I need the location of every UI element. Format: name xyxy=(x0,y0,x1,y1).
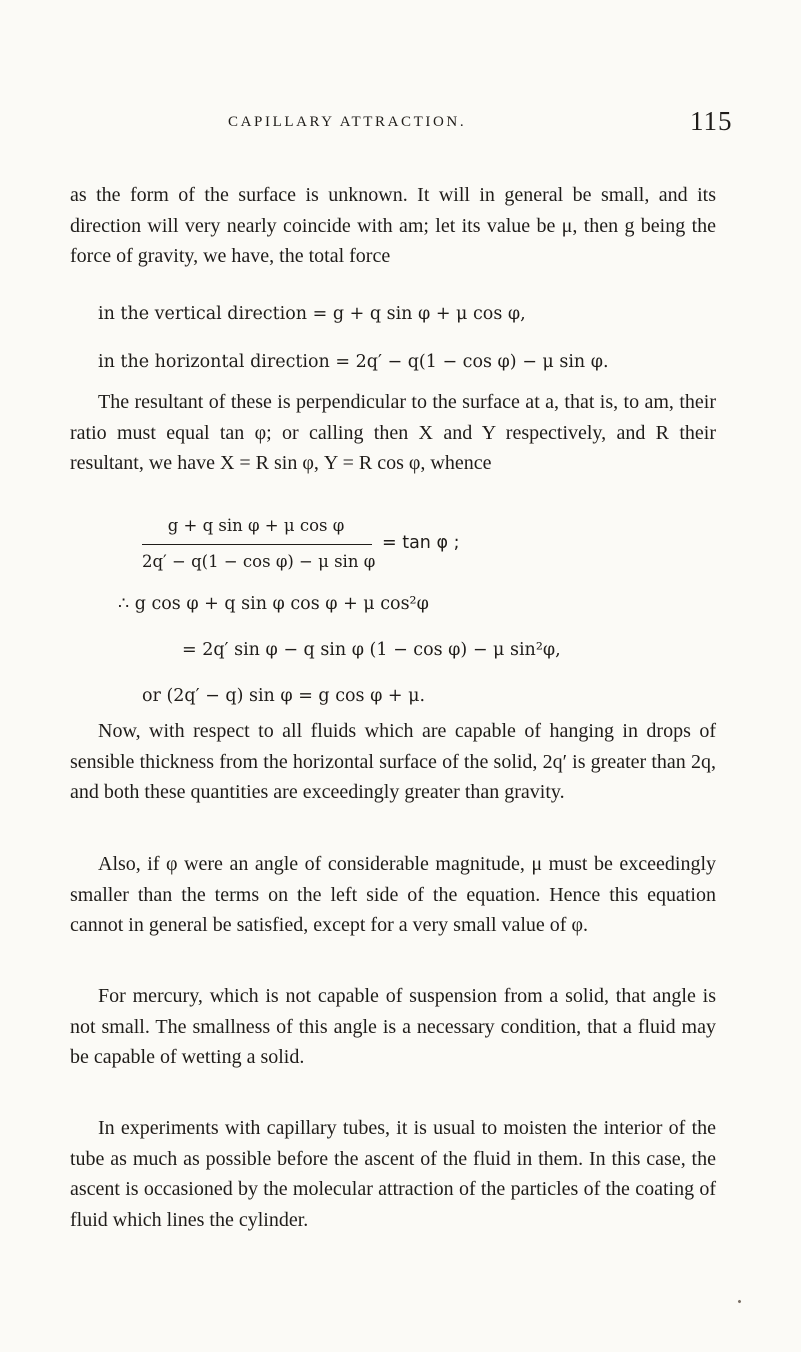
fraction-equation xyxy=(142,508,487,588)
equation-vertical-force: in the vertical direction = g + q sin φ + μ cos φ, xyxy=(98,304,526,324)
running-head: CAPILLARY ATTRACTION. xyxy=(228,114,467,130)
page-header xyxy=(0,104,801,144)
equation-horizontal-force: in the horizontal direction = 2q′ − q(1 − cos φ) − μ sin φ. xyxy=(98,352,609,372)
equation-equals: = 2q′ sin φ − q sin φ (1 − cos φ) − μ sin²φ, xyxy=(182,640,561,660)
equation-therefore: ∴ g cos φ + q sin φ cos φ + μ cos²φ xyxy=(118,594,429,614)
paragraph-4: Also, if φ were an angle of considerable magnitude, μ must be exceedingly smaller than the terms on the left side of the equation. Hence this equation cannot in general be satisfied, except for a very small value of φ. xyxy=(70,853,716,936)
page-number: 115 xyxy=(690,106,733,136)
paragraph-5: For mercury, which is not capable of suspension from a solid, that angle is not small. The smallness of this angle is a necessary condition, that a fluid may be capable of wetting a solid. xyxy=(70,985,716,1068)
paragraph-3: Now, with respect to all fluids which are capable of hanging in drops of sensible thickness from the horizontal surface of the solid, 2q′ is greater than 2q, and both these quantities are exceedingly greater than gravity. xyxy=(70,720,716,803)
fraction-numerator: g + q sin φ + μ cos φ xyxy=(167,516,345,535)
fraction-rhs: = tan φ ; xyxy=(382,533,460,553)
fraction-bar xyxy=(142,544,372,545)
paragraph-1: as the form of the surface is unknown. It will in general be small, and its direction will very nearly coincide with am; let its value be μ, then g being the force of gravity, we have, the total force xyxy=(70,184,716,267)
fraction-denominator: 2q′ − q(1 − cos φ) − μ sin φ xyxy=(142,552,376,571)
equation-or: or (2q′ − q) sin φ = g cos φ + μ. xyxy=(142,686,426,706)
page-speck xyxy=(737,1299,741,1303)
paragraph-6: In experiments with capillary tubes, it is usual to moisten the interior of the tube as much as possible before the ascent of the fluid in them. In this case, the ascent is occasioned by the molecular attraction of the particles of the coating of fluid which lines the cylinder. xyxy=(70,1117,716,1231)
paragraph-2: The resultant of these is perpendicular to the surface at a, that is, to am, their ratio must equal tan φ; or calling then X and Y respectively, and R their resultant, we have X = R sin φ, Y = R cos φ, whence xyxy=(70,391,716,474)
